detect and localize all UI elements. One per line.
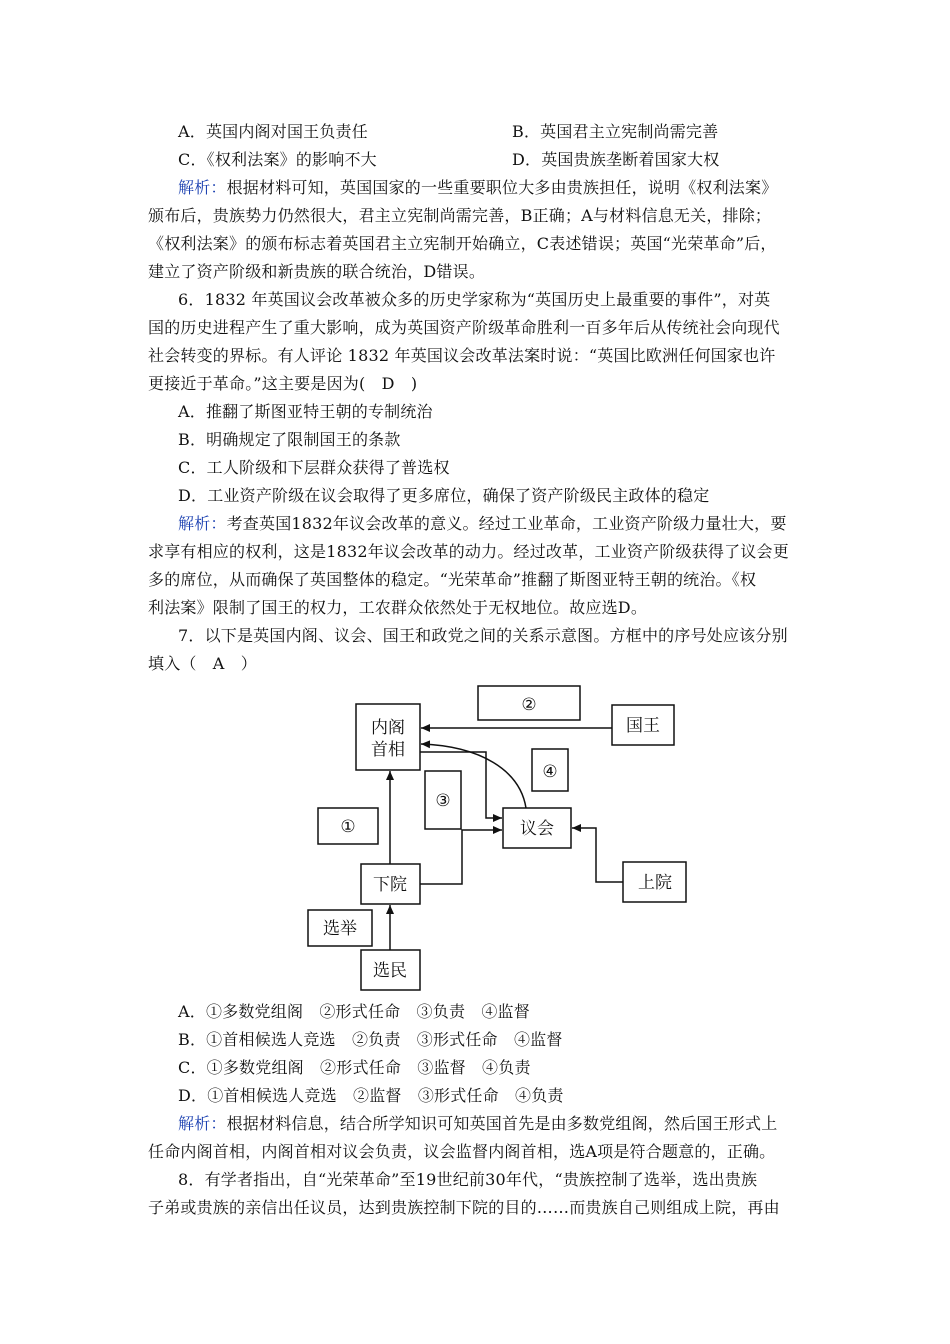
q5-option-a: A．英国内阁对国王负责任 bbox=[178, 122, 368, 141]
q6-analysis-line-3: 多的席位，从而确保了英国整体的稳定。“光荣革命”推翻了斯图亚特王朝的统治。《权 bbox=[148, 570, 757, 589]
q6-analysis-line-2: 求享有相应的权利，这是1832年议会改革的动力。经过改革，工业资产阶级获得了议会更 bbox=[148, 542, 789, 561]
upper-house-label: 上院 bbox=[638, 873, 672, 893]
q6-option-d: D．工业资产阶级在议会取得了更多席位，确保了资产阶级民主政体的稳定 bbox=[178, 486, 710, 505]
q5-analysis-line-4: 建立了资产阶级和新贵族的联合统治，D错误。 bbox=[148, 262, 486, 281]
q7-stem-line-1: 7．以下是英国内阁、议会、国王和政党之间的关系示意图。方框中的序号处应该分别 bbox=[178, 626, 788, 645]
q7-option-c: C．①多数党组阁 ②形式任命 ③监督 ④负责 bbox=[178, 1058, 531, 1077]
q8-stem-line-1: 8．有学者指出，自“光荣革命”至19世纪前30年代，“贵族控制了选举，选出贵族 bbox=[178, 1170, 758, 1189]
q5-option-b: B．英国君主立宪制尚需完善 bbox=[512, 122, 719, 141]
q5-option-c: C．《权利法案》的影响不大 bbox=[178, 150, 377, 169]
parliament-label: 议会 bbox=[520, 819, 554, 839]
blank3-label: ③ bbox=[435, 791, 451, 811]
analysis-label: 解析： bbox=[178, 1114, 227, 1133]
blank4-label: ④ bbox=[542, 762, 558, 782]
blank2-label: ② bbox=[521, 695, 537, 715]
q5-option-d: D．英国贵族垄断着国家大权 bbox=[512, 150, 720, 169]
arrow-upper-to-parliament bbox=[572, 828, 623, 882]
blank1-label: ① bbox=[340, 817, 356, 837]
voters-label: 选民 bbox=[373, 961, 407, 981]
q5-analysis-line-2: 颁布后，贵族势力仍然很大，君主立宪制尚需完善，B正确；A与材料信息无关，排除； bbox=[148, 206, 772, 225]
cabinet-label-1: 内阁 bbox=[371, 718, 405, 738]
q7-option-a: A．①多数党组阁 ②形式任命 ③负责 ④监督 bbox=[178, 1002, 530, 1021]
analysis-label: 解析： bbox=[178, 178, 227, 197]
cabinet-label-2: 首相 bbox=[371, 740, 405, 760]
q8-stem-line-2: 子弟或贵族的亲信出任议员，达到贵族控制下院的目的……而贵族自己则组成上院，再由 bbox=[148, 1198, 780, 1217]
q7-option-b: B．①首相候选人竞选 ②负责 ③形式任命 ④监督 bbox=[178, 1030, 563, 1049]
q6-option-c: C．工人阶级和下层群众获得了普选权 bbox=[178, 458, 450, 477]
arrow-lower-to-parliament bbox=[420, 830, 502, 884]
q7-analysis-line-1: 解析：根据材料信息，结合所学知识可知英国首先是由多数党组阁，然后国王形式上 bbox=[178, 1114, 778, 1133]
king-label: 国王 bbox=[626, 716, 660, 736]
q7-option-d: D．①首相候选人竞选 ②监督 ③形式任命 ④负责 bbox=[178, 1086, 564, 1105]
q6-stem-line-1: 6．1832 年英国议会改革被众多的历史学家称为“英国历史上最重要的事件”，对英 bbox=[178, 290, 771, 309]
q7-analysis-line-2: 任命内阁首相，内阁首相对议会负责，议会监督内阁首相，选A项是符合题意的，正确。 bbox=[148, 1142, 776, 1161]
election-label: 选举 bbox=[323, 919, 357, 939]
q6-stem-line-2: 国的历史进程产生了重大影响，成为英国资产阶级革命胜利一百多年后从传统社会向现代 bbox=[148, 318, 780, 337]
q6-option-a: A．推翻了斯图亚特王朝的专制统治 bbox=[178, 402, 433, 421]
q7-stem-line-2: 填入（ A ） bbox=[148, 654, 257, 673]
q6-stem-line-3: 社会转变的界标。有人评论 1832 年英国议会改革法案时说：“英国比欧洲任何国家也许 bbox=[148, 346, 776, 365]
q5-analysis-line-1: 解析：根据材料可知，英国国家的一些重要职位大多由贵族担任，说明《权利法案》 bbox=[178, 178, 778, 197]
q6-option-b: B．明确规定了限制国王的条款 bbox=[178, 430, 401, 449]
analysis-label: 解析： bbox=[178, 514, 227, 533]
lower-house-label: 下院 bbox=[373, 875, 407, 895]
q6-analysis-line-1: 解析：考查英国1832年议会改革的意义。经过工业革命，工业资产阶级力量壮大，要 bbox=[178, 514, 787, 533]
q5-analysis-line-3: 《权利法案》的颁布标志着英国君主立宪制开始确立，C表述错误；英国“光荣革命”后， bbox=[148, 234, 777, 253]
q6-analysis-line-4: 利法案》限制了国王的权力，工农群众依然处于无权地位。故应选D。 bbox=[148, 598, 648, 617]
q6-stem-line-4: 更接近于革命。”这主要是因为( D ) bbox=[148, 374, 418, 393]
